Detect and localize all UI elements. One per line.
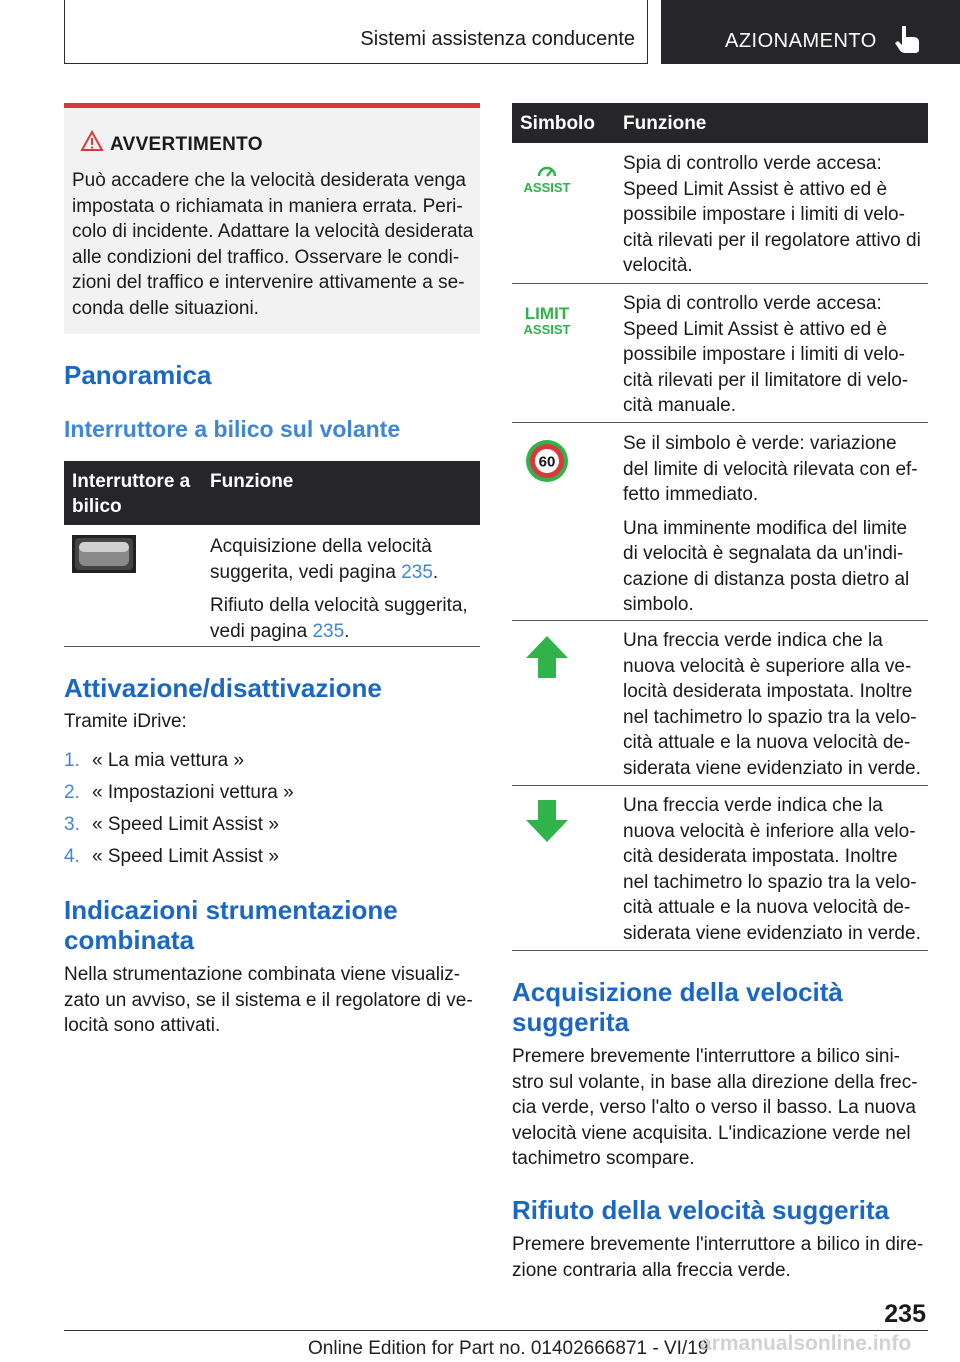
rocker-row-function	[210, 534, 474, 644]
header-chapter-box	[661, 0, 960, 64]
footer-rule	[64, 1330, 928, 1331]
table-rule	[512, 283, 928, 284]
step-number: 1.	[64, 750, 80, 771]
punct: .	[344, 620, 350, 642]
symbols-row-2-text: Spia di controllo verde accesa: Speed Limit Assist è attivo ed è possibile impostare i limiti di velo-cità rilevati per il limitatore di velo-cità manuale.	[623, 293, 909, 416]
warning-title: AVVERTIMENTO	[110, 134, 263, 155]
speed-limit-sign-icon	[524, 438, 570, 484]
rocker-row-line2: Rifiuto della velocità suggerita, vedi pagina	[210, 595, 468, 642]
table-rule	[512, 620, 928, 621]
step-text: « Impostazioni vettura »	[92, 782, 294, 803]
symbols-row-3-line1: Se il simbolo è verde: variazione del limite di velocità rilevata con ef-fetto immediato.	[623, 433, 918, 505]
table-rule	[512, 422, 928, 423]
header-section-title: Sistemi assistenza conducente	[360, 28, 635, 50]
header-chapter-title: AZIONAMENTO	[725, 30, 877, 52]
instruments-heading: Indicazioni strumentazione combinata	[64, 895, 398, 955]
arrow-down-icon	[524, 798, 570, 844]
table-rule	[512, 785, 928, 786]
page-number: 235	[884, 1300, 926, 1328]
step-number: 4.	[64, 846, 80, 867]
assist-icon-label: ASSIST	[523, 180, 571, 195]
reject-text: Premere brevemente l'interruttore a bilico in dire-zione contraria alla freccia verde.	[512, 1234, 924, 1281]
step-item	[64, 782, 480, 814]
rocker-table-col1: Interruttore a bilico	[72, 471, 191, 517]
table-rule	[64, 646, 480, 647]
step-item	[64, 750, 480, 782]
symbols-row-3-line2: Una imminente modifica del limite di velocità è segnalata da un'indi-cazione di distanza posta dietro al simbolo.	[623, 517, 910, 615]
step-number: 3.	[64, 814, 80, 835]
page-link-235-a[interactable]: 235	[401, 561, 433, 583]
rocker-table-header	[64, 461, 480, 525]
rocker-row-line1: Acquisizione della velocità suggerita, vedi pagina	[210, 536, 432, 583]
symbols-row-1-text: Spia di controllo verde accesa: Speed Limit Assist è attivo ed è possibile impostare i limiti di velo-cità rilevati per il regolatore attivo di velocità.	[623, 153, 921, 276]
step-text: « La mia vettura »	[92, 750, 245, 771]
activation-heading: Attivazione/disattivazione	[64, 673, 382, 703]
symbols-row-4-text: Una freccia verde indica che la nuova velocità è superiore alla ve-locità desiderata impostata. Inoltre nel tachimetro lo spazio tra la velo-cità attuale e la nuova velocità de-siderata viene evidenziato in verde.	[623, 630, 921, 779]
limit-assist-icon-label: ASSIST	[523, 322, 571, 337]
rocker-switch-icon	[72, 535, 136, 573]
overview-subheading: Interruttore a bilico sul volante	[64, 416, 401, 442]
symbols-table-header	[512, 103, 928, 143]
pointing-hand-icon	[893, 24, 921, 54]
rocker-table-col2: Funzione	[210, 471, 294, 492]
page-link-235-b[interactable]: 235	[312, 620, 345, 642]
symbols-row-3-text	[623, 431, 923, 618]
punct: .	[432, 561, 439, 583]
accept-heading: Acquisizione della velocità suggerita	[512, 977, 843, 1037]
limit-icon-label: LIMIT	[524, 304, 570, 323]
warning-triangle-icon	[80, 130, 104, 152]
reject-heading: Rifiuto della velocità suggerita	[512, 1195, 890, 1225]
warning-box	[64, 103, 480, 334]
symbols-col2: Funzione	[623, 113, 707, 134]
instruments-text: Nella strumentazione combinata viene visualiz-zato un avviso, se il sistema e il regolatore di ve-locità sono attivati.	[64, 964, 473, 1036]
table-rule	[512, 950, 928, 951]
assist-indicator-icon	[522, 160, 572, 196]
step-text: « Speed Limit Assist »	[92, 814, 279, 835]
symbols-row-5-text: Una freccia verde indica che la nuova velocità è inferiore alla velo-cità desiderata impostata. Inoltre nel tachimetro lo spazio tra la velo-cità attuale e la nuova velocità de-siderata viene evidenziato in verde.	[623, 795, 921, 944]
watermark: armanualsonline.info	[700, 1332, 912, 1355]
footer-edition: Online Edition for Part no. 01402666871 - VI/19	[308, 1338, 709, 1359]
step-number: 2.	[64, 782, 80, 803]
limit-assist-indicator-icon	[522, 302, 572, 338]
overview-heading: Panoramica	[64, 360, 212, 390]
header-section-box	[64, 0, 648, 64]
activation-intro: Tramite iDrive:	[64, 711, 187, 732]
step-item	[64, 846, 480, 878]
accept-text: Premere brevemente l'interruttore a bilico sini-stro sul volante, in base alla direzione della frec-cia verde, verso l'alto o verso il basso. La nuova velocità viene acquisita. L'indicazione verde nel tachimetro scompare.	[512, 1046, 918, 1169]
step-text: « Speed Limit Assist »	[92, 846, 279, 867]
step-item	[64, 814, 480, 846]
warning-text: Può accadere che la velocità desiderata venga impostata o richiamata in maniera errata. Peri-colo di incidente. Adattare la velocità desiderata alle condizioni del traffico. Osservare le condi-zioni del traffico e intervenire attivamente a se-conda delle situazioni.	[72, 170, 474, 319]
symbols-col1: Simbolo	[520, 113, 595, 134]
arrow-up-icon	[524, 634, 570, 680]
activation-steps	[64, 750, 480, 878]
speed-sign-label: 60	[538, 453, 556, 471]
